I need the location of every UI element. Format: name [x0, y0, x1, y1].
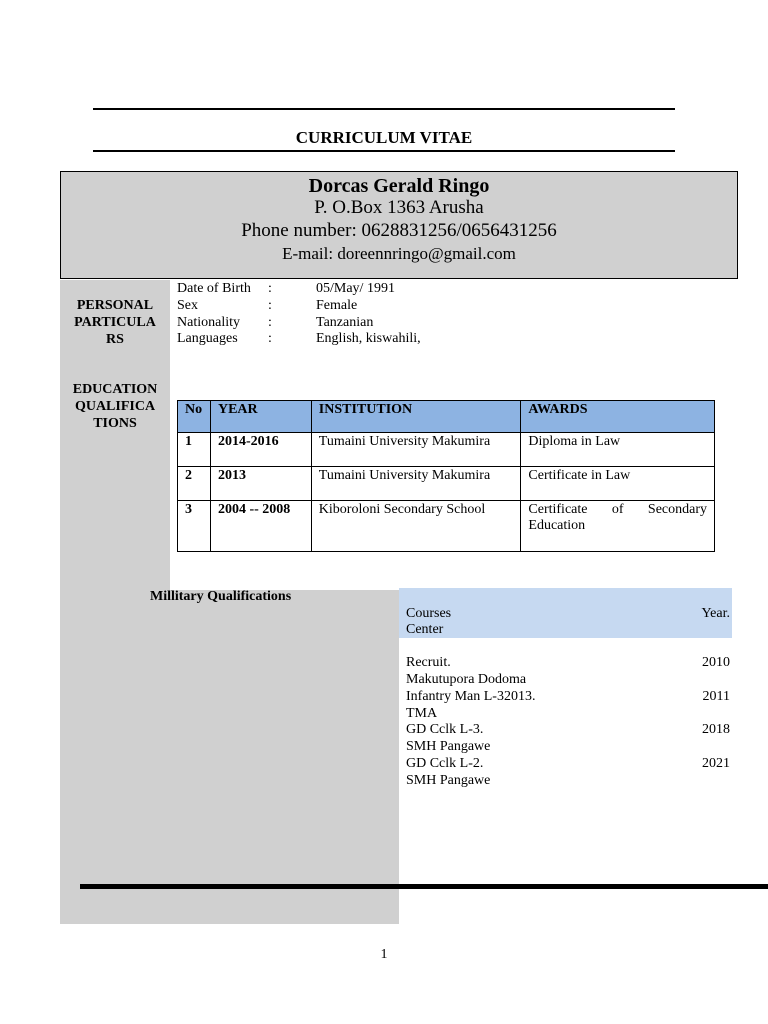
cell-institution: Kiboroloni Secondary School	[311, 501, 521, 552]
col-header-institution: INSTITUTION	[311, 401, 521, 433]
personal-row-nationality-value: Tanzanian	[316, 315, 374, 330]
label-line: PARTICULA	[74, 315, 156, 330]
cell-institution: Tumaini University Makumira	[311, 433, 521, 467]
personal-row-dob-value: 05/May/ 1991	[316, 281, 395, 296]
col-header-awards: AWARDS	[521, 401, 715, 433]
course-center: TMA	[406, 706, 438, 721]
cell-year: 2004 -- 2008	[210, 501, 311, 552]
military-entry	[406, 655, 730, 671]
personal-row-sex-value: Female	[316, 298, 358, 313]
course-year: 2011	[702, 689, 730, 704]
contact-header-box	[60, 171, 738, 279]
military-entry	[406, 722, 730, 738]
personal-row-dob	[177, 281, 251, 297]
candidate-name: Dorcas Gerald Ringo	[308, 175, 490, 197]
label-line: EDUCATION	[72, 382, 158, 397]
course-center: SMH Pangawe	[406, 773, 491, 788]
cell-year: 2013	[210, 467, 311, 501]
title-underline-rule	[93, 150, 675, 152]
military-qualifications-title: Millitary Qualifications	[150, 589, 292, 604]
postal-address: P. O.Box 1363 Arusha	[314, 197, 484, 218]
table-row	[178, 467, 715, 501]
cell-award: Diploma in Law	[521, 433, 715, 467]
military-entry	[406, 756, 730, 772]
personal-row-languages-value: English, kiswahili,	[316, 331, 421, 346]
cell-year: 2014-2016	[210, 433, 311, 467]
center-header: Center	[406, 622, 444, 637]
personal-row-languages-sep: :	[268, 331, 272, 346]
cell-award: Certificate in Law	[521, 467, 715, 501]
course-year: 2018	[702, 722, 730, 737]
page-number: 1	[380, 947, 388, 962]
military-header-row	[406, 606, 730, 622]
personal-row-dob-sep: :	[268, 281, 272, 296]
education-table	[177, 400, 715, 552]
label-line: TIONS	[93, 416, 137, 431]
bottom-thick-rule	[80, 884, 768, 889]
personal-row-sex: Sex	[177, 298, 198, 313]
course-year: 2010	[702, 655, 730, 670]
label-line: QUALIFICA	[74, 399, 156, 414]
education-qualifications-label	[60, 381, 170, 432]
col-header-no: No	[178, 401, 211, 433]
year-header: Year.	[701, 606, 730, 621]
email-address: E-mail: doreennringo@gmail.com	[282, 244, 516, 263]
field-label: Date of Birth	[177, 281, 251, 296]
personal-particulars-label	[60, 297, 170, 348]
col-header-year: YEAR	[210, 401, 311, 433]
courses-header: Courses	[406, 606, 452, 621]
course-year: 2021	[702, 756, 730, 771]
personal-row-nationality: Nationality	[177, 315, 240, 330]
table-row	[178, 433, 715, 467]
cell-no: 2	[178, 467, 211, 501]
cell-no: 3	[178, 501, 211, 552]
course-name: Recruit.	[406, 655, 451, 670]
cell-no: 1	[178, 433, 211, 467]
cell-award: Certificate of Secondary Education	[521, 501, 715, 552]
personal-row-languages: Languages	[177, 331, 238, 346]
table-header-row	[178, 401, 715, 433]
table-row	[178, 501, 715, 552]
course-name: GD Cclk L-2.	[406, 756, 484, 771]
military-entry	[406, 689, 730, 705]
personal-row-nationality-sep: :	[268, 315, 272, 330]
label-line: RS	[106, 332, 124, 347]
course-center: Makutupora Dodoma	[406, 672, 527, 687]
personal-row-sex-sep: :	[268, 298, 272, 313]
phone-number: Phone number: 0628831256/0656431256	[241, 220, 557, 241]
course-center: SMH Pangawe	[406, 739, 491, 754]
document-title: CURRICULUM VITAE	[295, 128, 473, 147]
course-name: GD Cclk L-3.	[406, 722, 484, 737]
label-line: PERSONAL	[76, 298, 154, 313]
military-side-panel	[60, 590, 399, 924]
top-rule	[93, 108, 675, 110]
cell-institution: Tumaini University Makumira	[311, 467, 521, 501]
course-name: Infantry Man L-32013.	[406, 689, 536, 704]
